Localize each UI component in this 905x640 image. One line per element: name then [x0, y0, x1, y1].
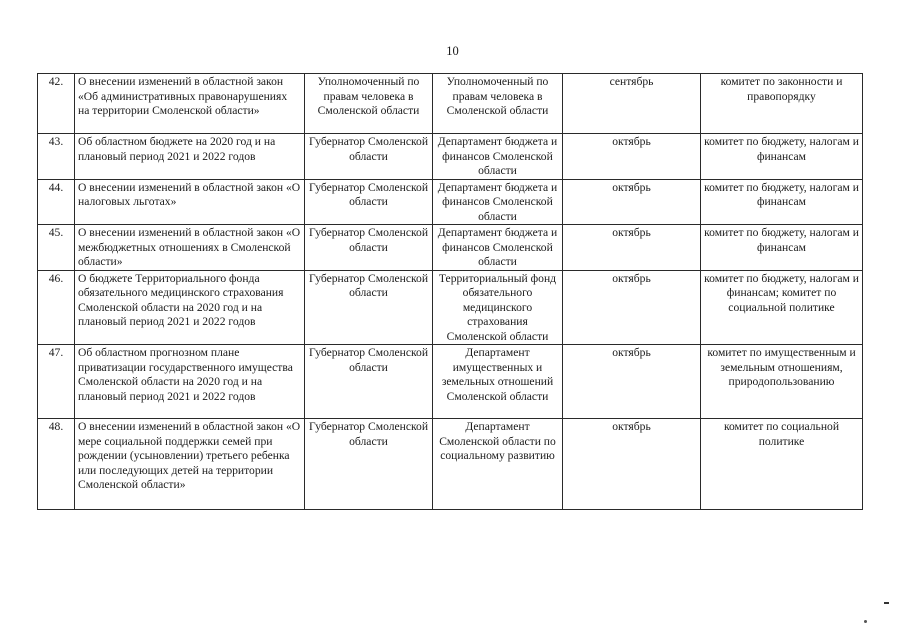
- committee: комитет по бюджету, налогам и финансам: [701, 225, 863, 271]
- bill-title: О внесении изменений в областной закон «О налоговых льготах»: [75, 179, 305, 225]
- responsible-body: Департамент Смоленской области по социальному развитию: [433, 419, 563, 510]
- committee: комитет по бюджету, налогам и финансам: [701, 134, 863, 180]
- row-number: 48.: [38, 419, 75, 510]
- initiator: Губернатор Смоленской области: [305, 225, 433, 271]
- term: октябрь: [563, 270, 701, 345]
- table-row: [38, 179, 863, 225]
- term: октябрь: [563, 225, 701, 271]
- committee: комитет по законности и правопорядку: [701, 74, 863, 134]
- bill-title: О внесении изменений в областной закон «Об административных правонарушениях на территории Смоленской области»: [75, 74, 305, 134]
- row-number: 43.: [38, 134, 75, 180]
- term: октябрь: [563, 419, 701, 510]
- responsible-body: Департамент бюджета и финансов Смоленской области: [433, 225, 563, 271]
- bill-title: Об областном бюджете на 2020 год и на плановый период 2021 и 2022 годов: [75, 134, 305, 180]
- table-row: [38, 225, 863, 271]
- committee: комитет по бюджету, налогам и финансам: [701, 179, 863, 225]
- responsible-body: Уполномоченный по правам человека в Смоленской области: [433, 74, 563, 134]
- initiator: Губернатор Смоленской области: [305, 419, 433, 510]
- row-number: 42.: [38, 74, 75, 134]
- responsible-body: Департамент имущественных и земельных отношений Смоленской области: [433, 345, 563, 419]
- committee: комитет по имущественным и земельным отношениям, природопользованию: [701, 345, 863, 419]
- committee: комитет по социальной политике: [701, 419, 863, 510]
- initiator: Губернатор Смоленской области: [305, 134, 433, 180]
- initiator: Уполномоченный по правам человека в Смоленской области: [305, 74, 433, 134]
- legislation-plan-table: [37, 73, 863, 510]
- term: октябрь: [563, 134, 701, 180]
- initiator: Губернатор Смоленской области: [305, 270, 433, 345]
- bill-title: О бюджете Территориального фонда обязательного медицинского страхования Смоленской области на 2020 год и на плановый период 2021 и 2022 годов: [75, 270, 305, 345]
- initiator: Губернатор Смоленской области: [305, 345, 433, 419]
- term: сентябрь: [563, 74, 701, 134]
- responsible-body: Территориальный фонд обязательного медицинского страхования Смоленской области: [433, 270, 563, 345]
- responsible-body: Департамент бюджета и финансов Смоленской области: [433, 134, 563, 180]
- row-number: 44.: [38, 179, 75, 225]
- table-row: [38, 345, 863, 419]
- bill-title: Об областном прогнозном плане приватизации государственного имущества Смоленской области на 2020 год и на плановый период 2021 и 2022 годов: [75, 345, 305, 419]
- bill-title: О внесении изменений в областной закон «О межбюджетных отношениях в Смоленской области»: [75, 225, 305, 271]
- table-row: [38, 74, 863, 134]
- row-number: 46.: [38, 270, 75, 345]
- initiator: Губернатор Смоленской области: [305, 179, 433, 225]
- scan-mark: [884, 602, 889, 604]
- page-number: 10: [446, 44, 459, 58]
- scan-dot: [864, 620, 867, 623]
- table-row: [38, 134, 863, 180]
- table-row: [38, 270, 863, 345]
- table-row: [38, 419, 863, 510]
- responsible-body: Департамент бюджета и финансов Смоленской области: [433, 179, 563, 225]
- row-number: 45.: [38, 225, 75, 271]
- committee: комитет по бюджету, налогам и финансам; комитет по социальной политике: [701, 270, 863, 345]
- bill-title: О внесении изменений в областной закон «О мере социальной поддержки семей при рождении (усыновлении) третьего ребенка или последующих детей на территории Смоленской области»: [75, 419, 305, 510]
- row-number: 47.: [38, 345, 75, 419]
- term: октябрь: [563, 179, 701, 225]
- term: октябрь: [563, 345, 701, 419]
